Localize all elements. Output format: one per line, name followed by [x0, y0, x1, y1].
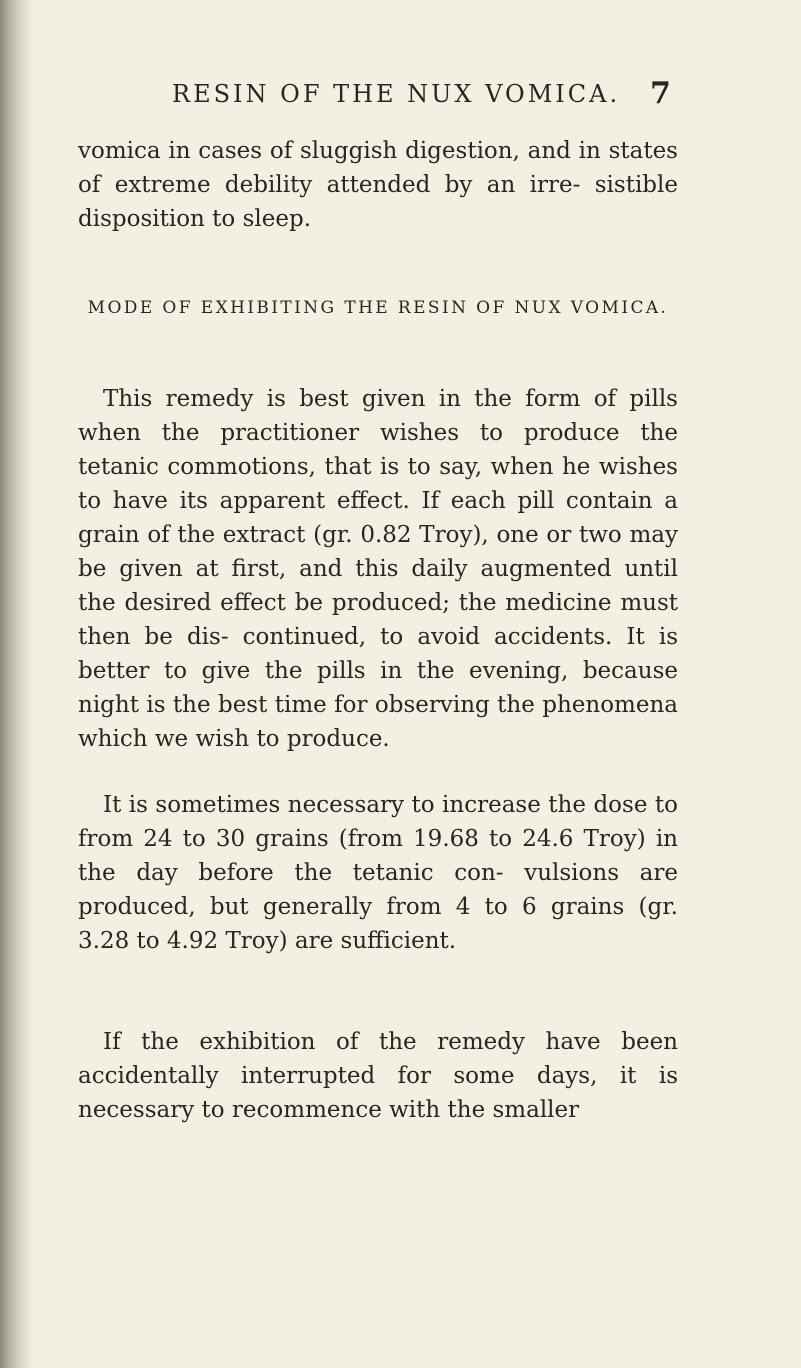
page-gutter-shadow — [0, 0, 34, 1368]
paragraph-dosage-pills: This remedy is best given in the form of pills when the practitioner wishes to produce the tetanic commotions, that is to say, when he wishes to have its apparent effect. If each pill contain a grain of the extract (gr. 0.82 Troy), one or two may be given at first, and this daily augmented until the desired effect be produced; the medicine must then be dis- continued, to avoid accidents. It is better to give the pills in the evening, because night is the best time for observing the phenomena which we wish to produce. — [78, 386, 678, 752]
page-number: 7 — [650, 76, 671, 111]
continuation-paragraph: vomica in cases of sluggish digestion, and in states of extreme debility attended by an irre- sistible disposition to sleep. — [78, 138, 678, 232]
paragraph-interruption: If the exhibition of the remedy have been accidentally interrupted for some days, it is necessary to recommence with the smaller — [78, 1029, 678, 1123]
section-heading: MODE OF EXHIBITING THE RESIN OF NUX VOMICA. — [87, 298, 669, 318]
running-head: RESIN OF THE NUX VOMICA. — [172, 80, 621, 108]
page-header — [0, 74, 801, 114]
paragraph-dose-increase: It is sometimes necessary to increase the dose to from 24 to 30 grains (from 19.68 to 24.6 Troy) in the day before the tetanic con- vulsions are produced, but generally from 4 to 6 grains (gr. 3.28 to 4.92 Troy) are sufficient. — [78, 792, 678, 954]
